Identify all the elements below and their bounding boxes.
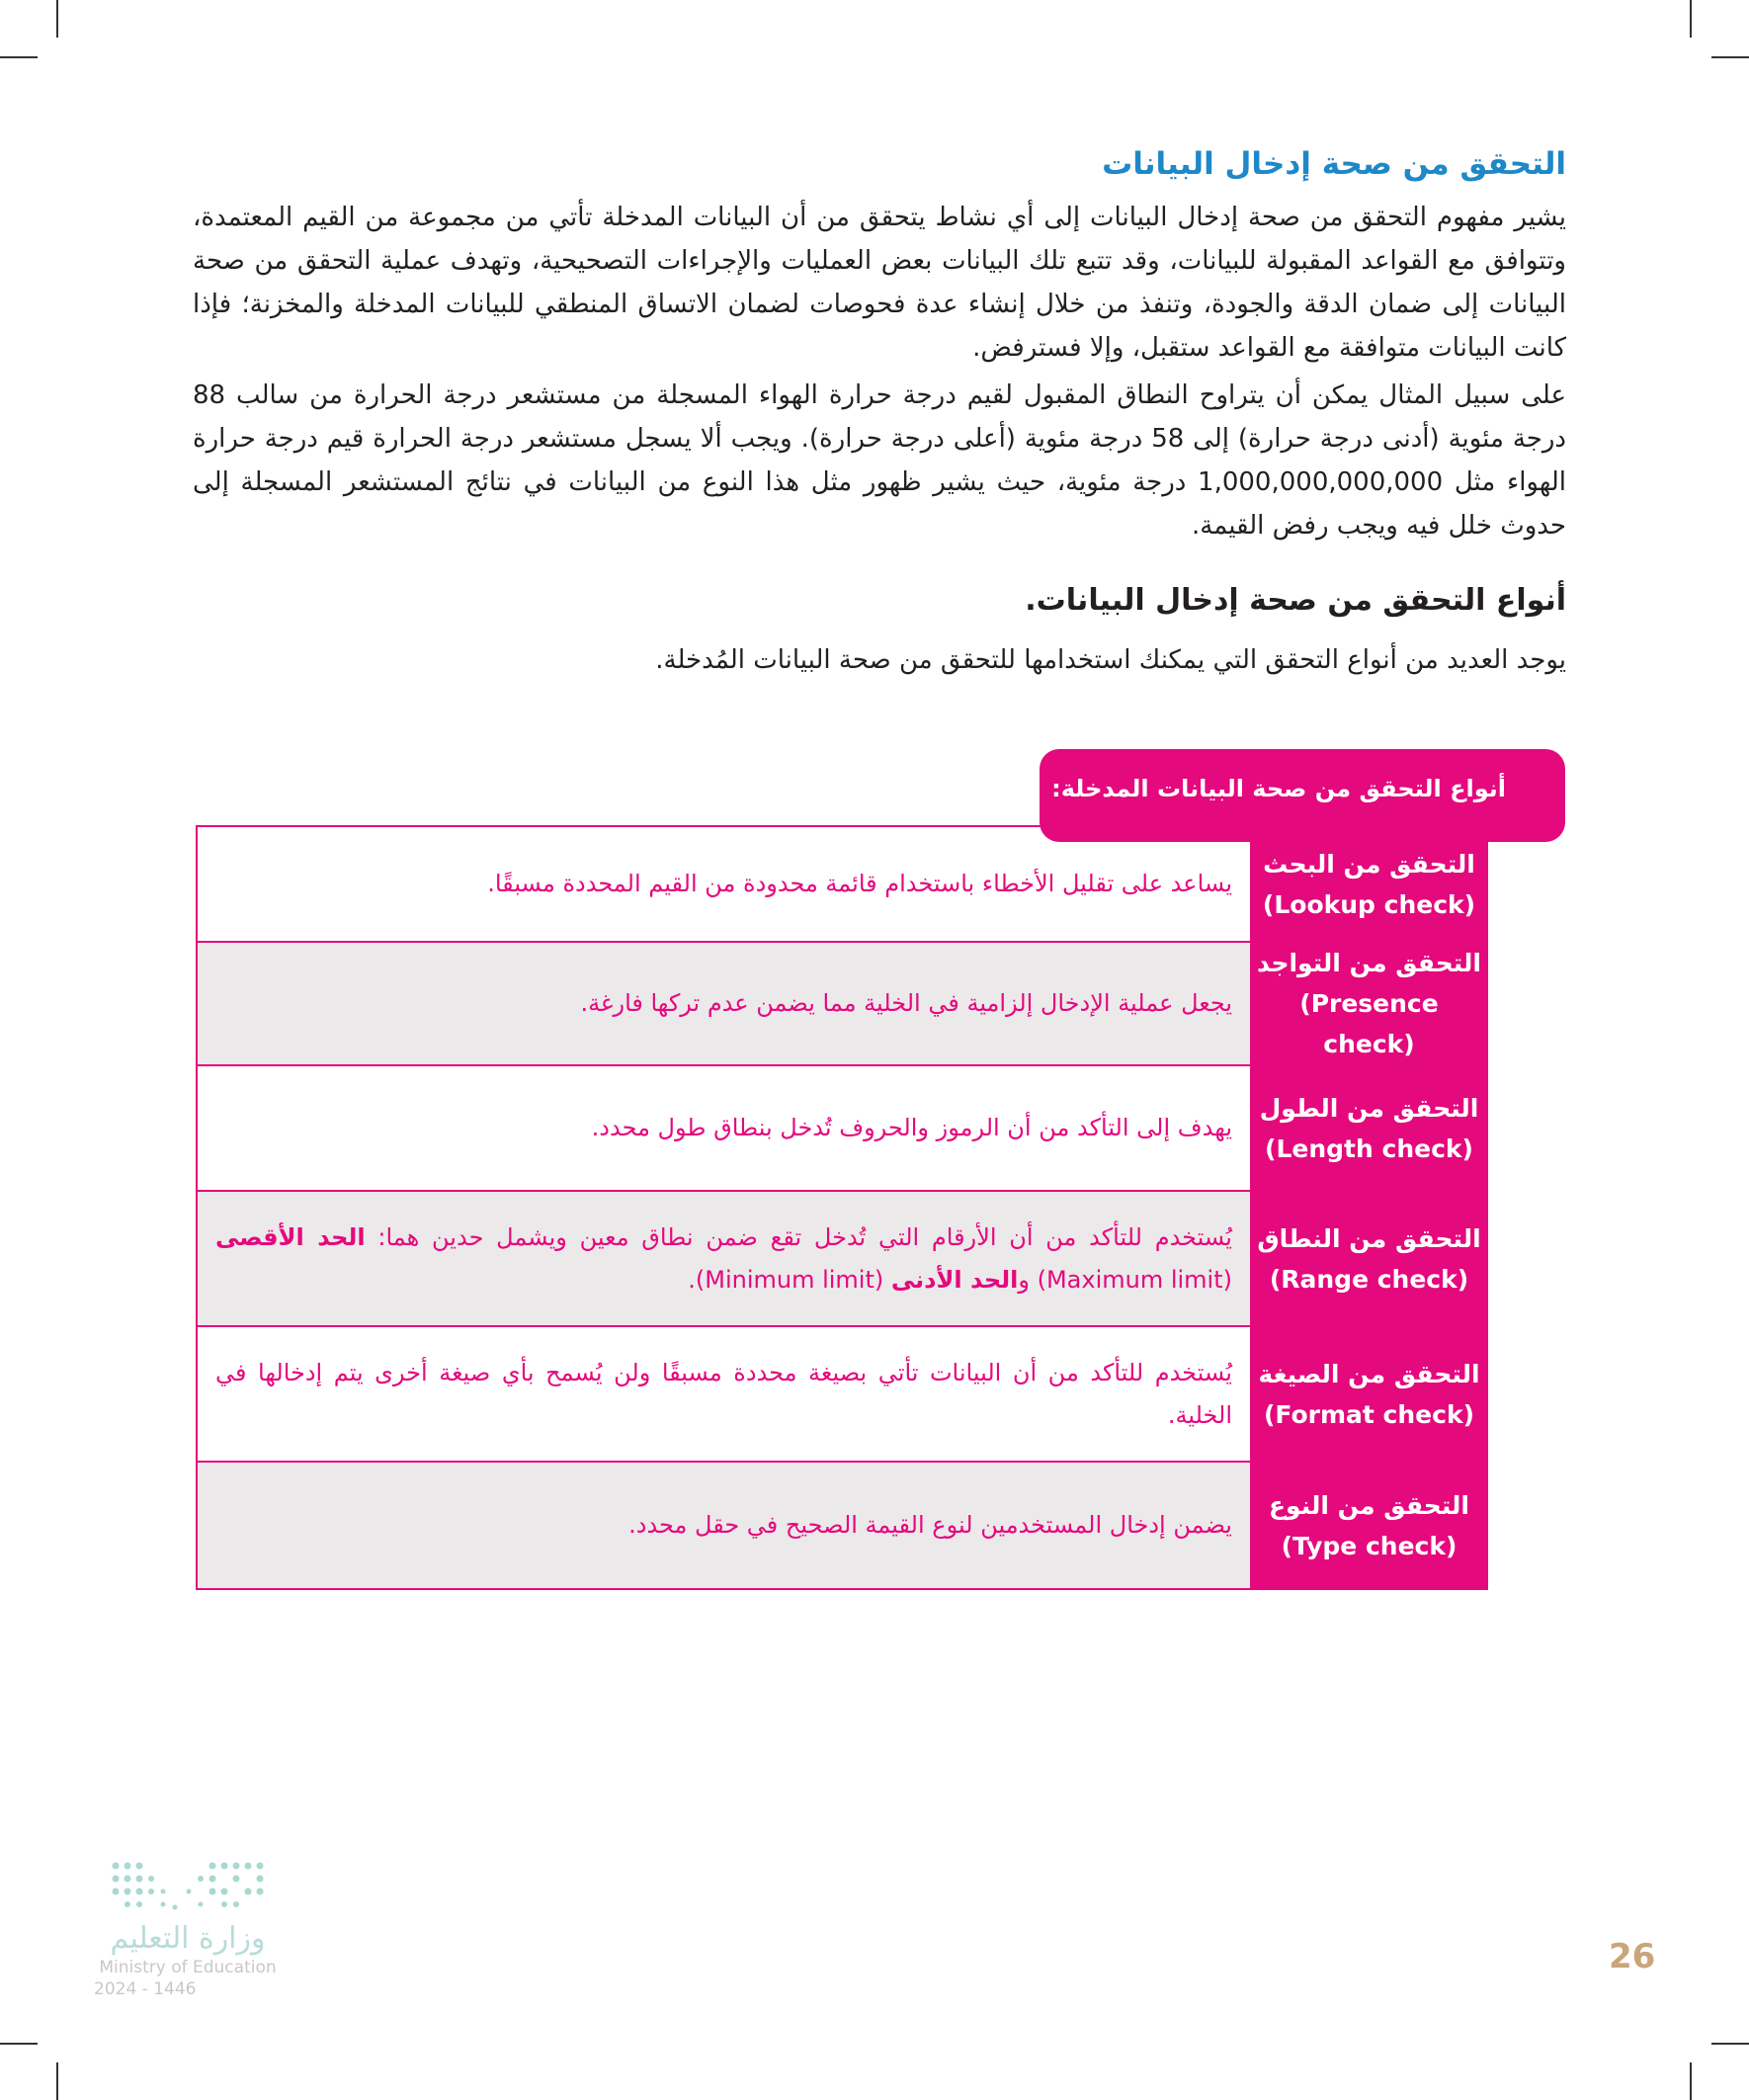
check-description: يضمن إدخال المستخدمين لنوع القيمة الصحيح في حقل محدد. [197, 1462, 1251, 1589]
example-paragraph: على سبيل المثال يمكن أن يتراوح النطاق المقبول لقيم درجة حرارة الهواء المسجلة من مستشعر درجة الحرارة من سالب 88 درجة مئوية (أدنى درجة حرارة) إلى 58 درجة مئوية (أعلى درجة حرارة). ويجب ألا يسجل مستشعر درجة الحرارة قيم درجة حرارة الهواء مثل 1,000,000,000,000 درجة مئوية، حيث يشير ظهور مثل هذا النوع من البيانات في نتائج المستشعر المسجلة إلى حدوث خلل فيه ويجب رفض القيمة. [193, 380, 1567, 541]
ministry-year: 2024 - 1446 [94, 1979, 197, 1999]
table-row [197, 1065, 1487, 1191]
check-description: يهدف إلى التأكد من أن الرموز والحروف تُدخل بنطاق طول محدد. [197, 1065, 1251, 1191]
subsection-title: أنواع التحقق من صحة إدخال البيانات. [1025, 583, 1566, 618]
check-type-cell [1251, 1065, 1487, 1191]
crop-mark [56, 0, 58, 38]
min-limit-english: (Minimum limit) [695, 1265, 884, 1294]
crop-mark [1690, 2062, 1692, 2100]
check-name-english: (Length check) [1265, 1134, 1473, 1163]
check-name-arabic: التحقق من النطاق [1257, 1223, 1481, 1253]
check-type-cell [1251, 942, 1487, 1065]
crop-mark [0, 56, 38, 58]
check-type-cell [1251, 1462, 1487, 1589]
check-name-arabic: التحقق من الصيغة [1258, 1359, 1480, 1388]
max-limit-label: الحد الأقصى [215, 1222, 366, 1251]
min-limit-label: الحد الأدنى [890, 1265, 1019, 1294]
check-name-english: (Lookup check) [1262, 889, 1476, 919]
ministry-logo-icon [104, 1858, 272, 1917]
check-type-cell [1251, 1326, 1487, 1462]
page-number: 26 [1609, 1937, 1656, 1976]
and-word: و [1018, 1265, 1030, 1294]
range-description-intro: يُستخدم للتأكد من أن الأرقام التي تُدخل تقع ضمن نطاق معين ويشمل حدين هما: [377, 1222, 1232, 1251]
table-row [197, 826, 1487, 942]
table-row [197, 1191, 1487, 1326]
end-punctuation: . [688, 1265, 696, 1294]
check-description [197, 1191, 1251, 1326]
section-title: التحقق من صحة إدخال البيانات [1102, 146, 1566, 182]
ministry-name-english: Ministry of Education [99, 1958, 277, 1977]
types-intro-paragraph: يوجد العديد من أنواع التحقق التي يمكنك استخدامها للتحقق من صحة البيانات المُدخلة. [655, 645, 1566, 675]
crop-mark [1690, 0, 1692, 38]
check-description: يساعد على تقليل الأخطاء باستخدام قائمة محدودة من القيم المحددة مسبقًا. [197, 826, 1251, 942]
intro-paragraph: يشير مفهوم التحقق من صحة إدخال البيانات إلى أي نشاط يتحقق من أن البيانات المدخلة تأتي من مجموعة من القيم المعتمدة، وتتوافق مع القواعد المقبولة للبيانات، وقد تتبع تلك البيانات بعض العمليات والإجراءات التصحيحية، وتهدف عملية التحقق من صحة البيانات إلى ضمان الدقة والجودة، وتنفذ من خلال إنشاء عدة فحوصات لضمان الاتساق المنطقي للبيانات المدخلة والمخزنة؛ فإذا كانت البيانات متوافقة مع القواعد ستقبل، وإلا فسترفض. [193, 203, 1566, 363]
check-description: يُستخدم للتأكد من أن البيانات تأتي بصيغة محددة مسبقًا ولن يُسمح بأي صيغة أخرى يتم إدخالها في الخلية. [197, 1326, 1251, 1462]
ministry-logo [94, 1858, 282, 1999]
check-name-english: (Type check) [1281, 1531, 1458, 1560]
crop-mark [1711, 56, 1749, 58]
check-name-arabic: التحقق من البحث [1263, 849, 1475, 879]
check-name-arabic: التحقق من النوع [1268, 1490, 1469, 1520]
check-name-arabic: التحقق من الطول [1259, 1093, 1479, 1123]
validation-types-table [196, 825, 1488, 1590]
table-row [197, 1462, 1487, 1589]
check-description: يجعل عملية الإدخال إلزامية في الخلية مما يضمن عدم تركها فارغة. [197, 942, 1251, 1065]
check-type-cell [1251, 1191, 1487, 1326]
check-name-english: (Format check) [1263, 1399, 1474, 1429]
max-limit-english: (Maximum limit) [1037, 1265, 1232, 1294]
check-name-english: (Presence check) [1299, 989, 1439, 1058]
crop-mark [56, 2062, 58, 2100]
table-row [197, 942, 1487, 1065]
crop-mark [1711, 2043, 1749, 2045]
check-name-english: (Range check) [1269, 1264, 1469, 1294]
check-type-cell [1251, 826, 1487, 942]
check-name-arabic: التحقق من التواجد [1257, 949, 1481, 977]
table-row [197, 1326, 1487, 1462]
table-header: أنواع التحقق من صحة البيانات المدخلة: [1040, 749, 1565, 842]
crop-mark [0, 2043, 38, 2045]
ministry-name-arabic: وزارة التعليم [110, 1921, 266, 1956]
